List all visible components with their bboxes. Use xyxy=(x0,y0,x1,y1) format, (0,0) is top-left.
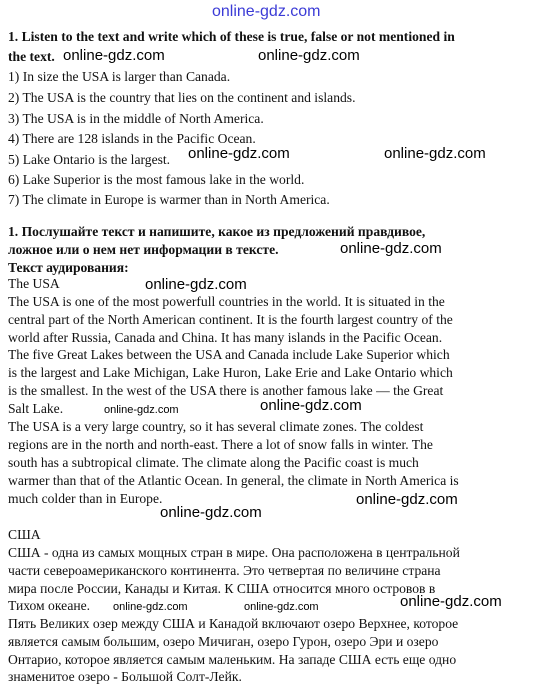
watermark: online-gdz.com xyxy=(340,240,442,257)
text-line-ru: мира после России, Канады и Китая. К США относится много островов в xyxy=(8,581,436,596)
task1-heading-line1: 1. Listen to the text and write which of these is true, false or not mentioned in xyxy=(8,29,455,44)
text-line-ru: является самым большим, озеро Мичиган, озеро Гурон, озеро Эри и озеро xyxy=(8,634,439,649)
statement: 6) Lake Superior is the most famous lake in the world. xyxy=(8,172,305,187)
text-line-ru: США - одна из самых мощных стран в мире. Она расположена в центральной xyxy=(8,545,460,560)
watermark: online-gdz.com xyxy=(212,3,321,20)
statement: 1) In size the USA is larger than Canada. xyxy=(8,69,231,84)
listening-label: Текст аудирования: xyxy=(8,260,129,275)
text-line-ru: части североамериканского континента. Это четвертая по величине страна xyxy=(8,563,441,578)
text-line: central part of the North American continent. It is the fourth largest country of the xyxy=(8,312,453,327)
watermark: online-gdz.com xyxy=(400,593,502,610)
statement: 7) The climate in Europe is warmer than in North America. xyxy=(8,192,330,207)
watermark: online-gdz.com xyxy=(104,404,179,416)
text-line: regions are in the north and north-east. There a lot of snow falls in winter. The xyxy=(8,437,433,452)
watermark: online-gdz.com xyxy=(244,601,319,613)
watermark: online-gdz.com xyxy=(145,276,247,293)
watermark: online-gdz.com xyxy=(63,47,165,64)
text-line: warmer than that of the Atlantic Ocean. In general, the climate in North America is xyxy=(8,473,459,488)
statement: 3) The USA is in the middle of North America. xyxy=(8,111,264,126)
watermark: online-gdz.com xyxy=(160,504,262,521)
text-line-ru: Тихом океане. xyxy=(8,598,91,613)
text-line: south has a subtropical climate. The climate along the Pacific coast is much xyxy=(8,455,419,470)
task1-ru-heading-line1: 1. Послушайте текст и напишите, какое из предложений правдивое, xyxy=(8,224,426,239)
watermark: online-gdz.com xyxy=(188,145,290,162)
text-title-ru: США xyxy=(8,527,41,542)
text-line: The USA is one of the most powerfull countries in the world. It is situated in the xyxy=(8,294,445,309)
watermark: online-gdz.com xyxy=(384,145,486,162)
task1-heading-line2: the text. xyxy=(8,49,55,64)
text-line: is the smallest. In the west of the USA there is another famous lake — the Great xyxy=(8,383,444,398)
statement: 5) Lake Ontario is the largest. xyxy=(8,152,171,167)
text-line: world after Russia, Canada and China. It has many islands in the Pacific Ocean. xyxy=(8,330,443,345)
text-line: is the largest and Lake Michigan, Lake Huron, Lake Erie and Lake Ontario which xyxy=(8,365,453,380)
text-line-ru: Пять Великих озер между США и Канадой включают озеро Верхнее, которое xyxy=(8,616,459,631)
watermark: online-gdz.com xyxy=(356,491,458,508)
watermark: online-gdz.com xyxy=(113,601,188,613)
statement: 4) There are 128 islands in the Pacific Ocean. xyxy=(8,131,256,146)
text-line: Salt Lake. xyxy=(8,401,64,416)
text-line: The five Great Lakes between the USA and Canada include Lake Superior which xyxy=(8,347,450,362)
text-line-ru: знаменитое озеро - Большой Солт-Лейк. xyxy=(8,669,242,684)
text-line-ru: Онтарио, которое является самым маленьким. На западе США есть еще одно xyxy=(8,652,457,667)
statement: 2) The USA is the country that lies on the continent and islands. xyxy=(8,90,356,105)
text-line: much colder than in Europe. xyxy=(8,491,163,506)
text-line: The USA is a very large country, so it has several climate zones. The coldest xyxy=(8,419,424,434)
task1-ru-heading-line2: ложное или о нем нет информации в тексте. xyxy=(8,242,279,257)
watermark: online-gdz.com xyxy=(260,397,362,414)
watermark: online-gdz.com xyxy=(258,47,360,64)
text-title: The USA xyxy=(8,276,60,291)
